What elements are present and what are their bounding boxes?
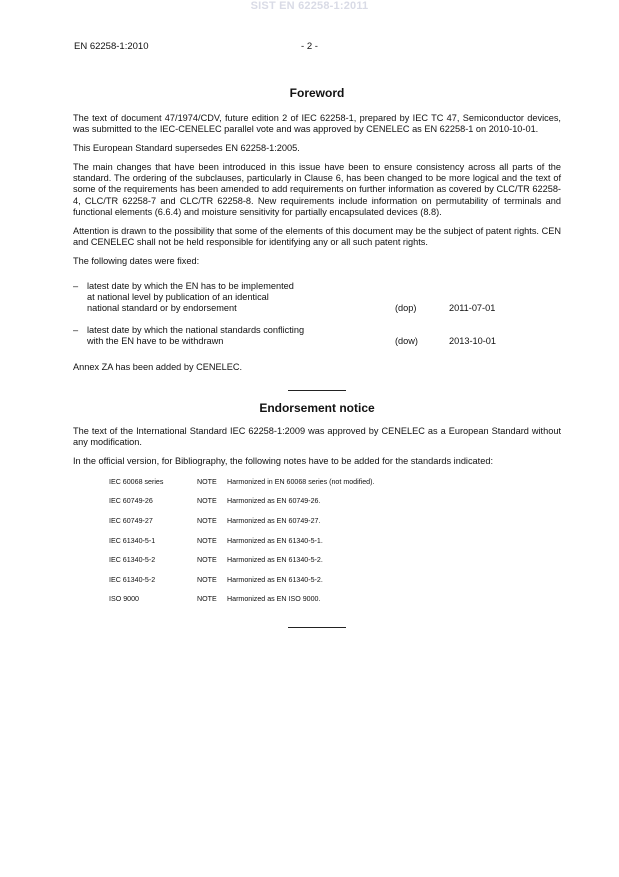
note-text: Harmonized as EN 61340-5-2. [227, 575, 323, 584]
note-label: NOTE [197, 575, 217, 584]
date-description-line: national standard or by endorsement [87, 303, 237, 314]
date-item-dow [73, 325, 561, 347]
foreword-paragraph: The main changes that have been introduced in this issue have been to ensure consistency across all parts of the standard. The ordering of the subclauses, particularly in Clause 6, has been changed to be more logical and the text of some of the requirements has been amended to add requirements on further information as covered by CLC/TR 62258-4, CLC/TR 62258-7 and CLC/TR 62258-8. New requirements include information on permutability of terminals and functional elements (6.6.4) and moisture sensitivity for partially encapsulated devices (8.8). [73, 162, 561, 217]
foreword-paragraph: The text of document 47/1974/CDV, future edition 2 of IEC 62258-1, prepared by IEC TC 47, Semiconductor devices, was submitted to the IEC-CENELEC parallel vote and was approved by CENELEC as EN 62258-1 on 2010-10-01. [73, 113, 561, 135]
date-value: 2013-10-01 [449, 336, 496, 347]
note-text: Harmonized as EN 60749-26. [227, 497, 321, 506]
page-content [73, 86, 561, 628]
notes-list [73, 476, 561, 613]
note-row [73, 574, 561, 594]
date-value: 2011-07-01 [449, 303, 496, 314]
note-text: Harmonized as EN ISO 9000. [227, 595, 321, 604]
note-standard: IEC 60749-26 [109, 497, 153, 506]
date-description [73, 281, 337, 314]
date-description-line: latest date by which the EN has to be implemented [87, 281, 294, 292]
note-label: NOTE [197, 477, 217, 486]
foreword-paragraph: Attention is drawn to the possibility that some of the elements of this document may be the subject of patent rights. CEN and CENELEC shall not be held responsible for identifying any or all such patent rights. [73, 225, 561, 247]
foreword-paragraph: This European Standard supersedes EN 62258-1:2005. [73, 143, 300, 154]
header-page-number: - 2 - [301, 41, 318, 52]
watermark: SIST EN 62258-1:2011 [250, 0, 369, 12]
date-description-line: with the EN have to be withdrawn [87, 336, 224, 347]
note-label: NOTE [197, 595, 217, 604]
note-row [73, 554, 561, 574]
note-row [73, 495, 561, 515]
note-standard: IEC 60749-27 [109, 517, 153, 526]
date-description [73, 325, 337, 347]
endorsement-paragraph: In the official version, for Bibliography, the following notes have to be added for the standards indicated: [73, 455, 493, 466]
date-description-line: at national level by publication of an identical [87, 292, 269, 303]
note-row [73, 535, 561, 555]
date-description-line: latest date by which the national standards conflicting [87, 325, 305, 336]
note-standard: IEC 60068 series [109, 477, 164, 486]
endorsement-paragraph: The text of the International Standard IEC 62258-1:2009 was approved by CENELEC as a European Standard without any modification. [73, 425, 561, 447]
section-divider [288, 627, 346, 628]
list-dash: – [73, 281, 79, 292]
note-label: NOTE [197, 556, 217, 565]
note-label: NOTE [197, 517, 217, 526]
dates-list [73, 281, 561, 347]
endorsement-title: Endorsement notice [259, 400, 375, 415]
list-dash: – [73, 325, 79, 336]
note-text: Harmonized as EN 61340-5-1. [227, 536, 323, 545]
note-standard: IEC 61340-5-1 [109, 536, 156, 545]
note-row [73, 515, 561, 535]
note-row [73, 476, 561, 496]
note-text: Harmonized in EN 60068 series (not modified). [227, 477, 375, 486]
note-text: Harmonized as EN 60749-27. [227, 517, 321, 526]
note-standard: IEC 61340-5-2 [109, 556, 156, 565]
date-abbreviation: (dop) [395, 303, 417, 314]
note-text: Harmonized as EN 61340-5-2. [227, 556, 323, 565]
foreword-title: Foreword [289, 86, 345, 100]
note-standard: ISO 9000 [109, 595, 139, 604]
section-divider [288, 390, 346, 391]
header-standard-id: EN 62258-1:2010 [74, 41, 149, 52]
note-label: NOTE [197, 497, 217, 506]
annex-note: Annex ZA has been added by CENELEC. [73, 361, 243, 372]
date-abbreviation: (dow) [395, 336, 418, 347]
note-label: NOTE [197, 536, 217, 545]
note-row [73, 593, 561, 613]
note-standard: IEC 61340-5-2 [109, 575, 156, 584]
foreword-paragraph: The following dates were fixed: [73, 255, 200, 266]
date-item-dop [73, 281, 561, 314]
